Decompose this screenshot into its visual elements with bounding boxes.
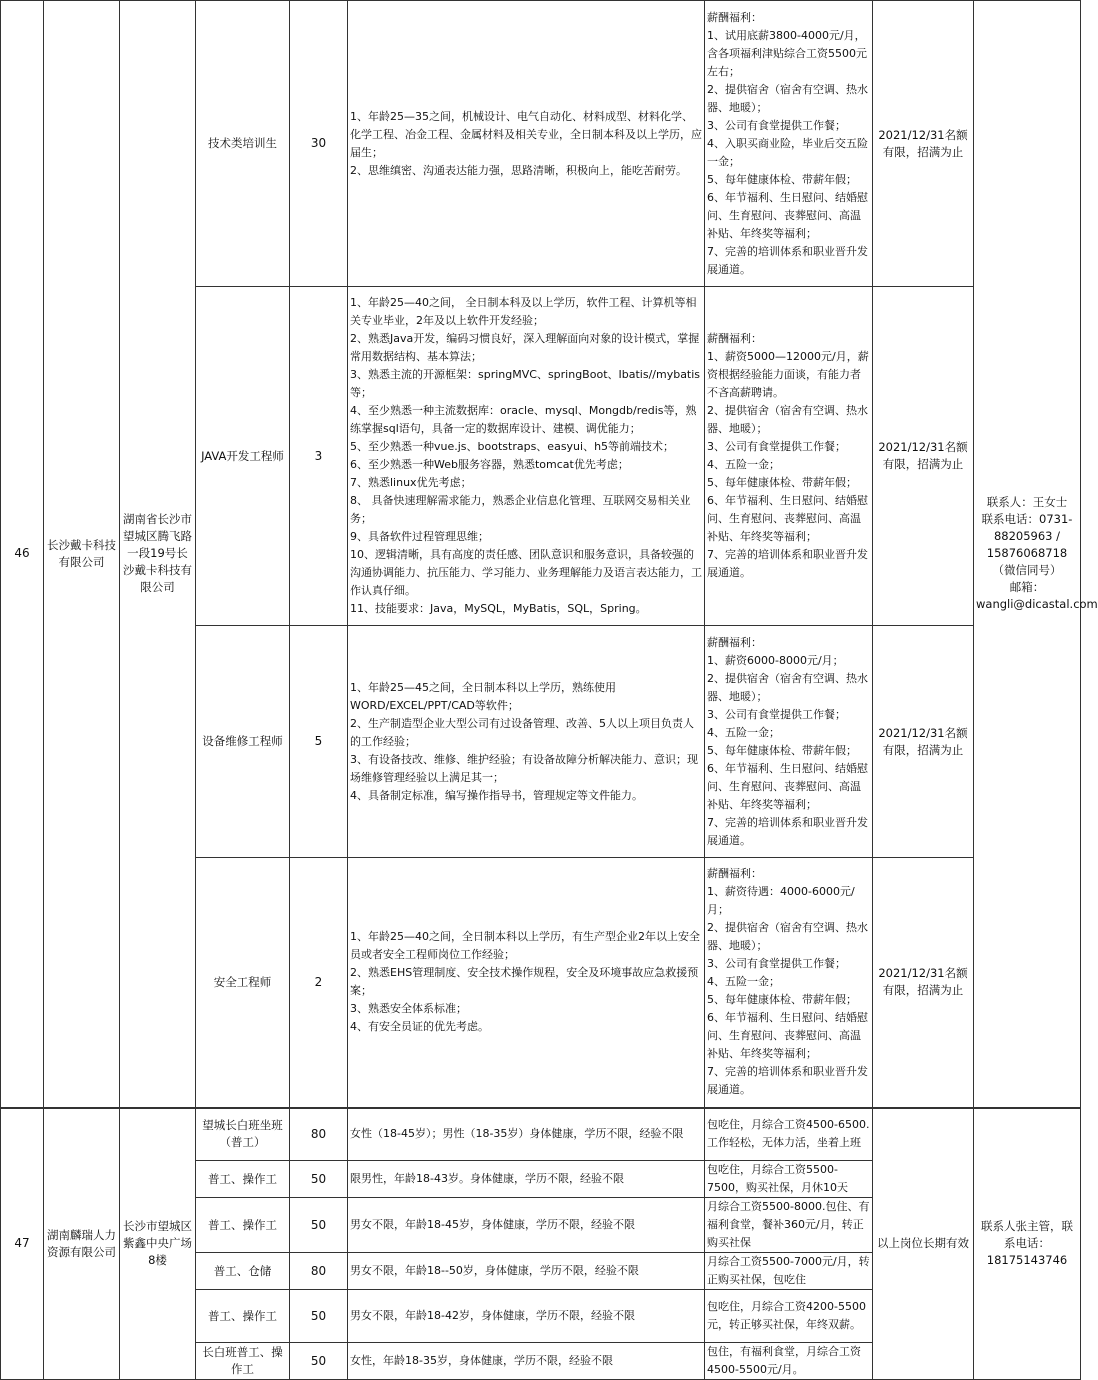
benefit-line: 2、提供宿舍（宿舍有空调、热水器、地暖）； [707,921,868,953]
benefit-line: 4、五险一金； [707,725,780,739]
requirement-line: 9、具备软件过程管理思维； [350,530,489,543]
job-deadline: 2021/12/31名额有限，招满为止 [873,858,974,1108]
benefit-line: 5、每年健康体检、带薪年假； [707,172,857,186]
benefit-line: 4、入职买商业险，毕业后交五险一金； [707,136,868,168]
company-contact: 联系人张主管，联系电话：18175143746 [974,1108,1081,1380]
job-deadline: 2021/12/31名额有限，招满为止 [873,626,974,858]
benefit-line: 薪酬福利： [707,10,762,24]
job-benefits [705,1,873,287]
job-requirements: 限男性，年龄18-43岁。身体健康，学历不限，经验不限 [348,1161,705,1198]
job-requirements [348,1,705,287]
benefit-line: 7、完善的培训体系和职业晋升发展通道。 [707,244,868,276]
job-deadline: 2021/12/31名额有限，招满为止 [873,1,974,287]
benefit-line: 4、五险一金； [707,975,780,989]
job-benefits: 包吃住，月综合工资4500-6500.工作轻松，无体力活，坐着上班 [705,1108,873,1161]
company-name: 湖南麟瑞人力资源有限公司 [44,1108,120,1380]
company-name: 长沙戴卡科技有限公司 [44,1,120,1108]
job-requirements: 女性，年龄18-35岁，身体健康，学历不限，经验不限 [348,1343,705,1380]
job-count: 50 [290,1343,348,1380]
requirement-line: 6、至少熟悉一种Web服务容器，熟悉tomcat优先考虑； [350,458,629,471]
job-title: 普工、操作工 [196,1198,290,1253]
benefit-line: 2、提供宿舍（宿舍有空调、热水器、地暖）； [707,404,868,435]
requirement-line: 4、有安全员证的优先考虑。 [350,1020,489,1034]
benefit-line: 2、提供宿舍（宿舍有空调、热水器、地暖）； [707,671,868,703]
job-requirements: 男女不限，年龄18--50岁，身体健康，学历不限，经验不限 [348,1253,705,1290]
job-requirements [348,626,705,858]
benefit-line: 7、完善的培训体系和职业晋升发展通道。 [707,548,868,579]
job-count: 2 [290,858,348,1108]
job-count: 5 [290,626,348,858]
job-count: 50 [290,1198,348,1253]
job-benefits [705,858,873,1108]
requirement-line: 1、年龄25—45之间，全日制本科以上学历，熟练使用WORD/EXCEL/PPT/CAD等软件； [350,680,616,712]
job-count: 3 [290,287,348,626]
benefit-line: 3、公司有食堂提供工作餐； [707,118,846,132]
requirement-line: 3、熟悉主流的开源框架：springMVC、springBoot、Ibatis//mybatis等； [350,368,701,399]
company-number: 46 [1,1,44,1108]
benefit-line: 4、五险一金； [707,458,780,471]
benefit-line: 6、年节福利、生日慰问、结婚慰问、生育慰问、丧葬慰问、高温补贴、年终奖等福利； [707,1011,868,1061]
job-title: JAVA开发工程师 [196,287,290,626]
benefit-line: 6、年节福利、生日慰问、结婚慰问、生育慰问、丧葬慰问、高温补贴、年终奖等福利； [707,494,868,543]
job-title: 普工、操作工 [196,1290,290,1343]
benefit-line: 5、每年健康体检、带薪年假； [707,743,857,757]
job-count: 80 [290,1253,348,1290]
job-title: 普工、操作工 [196,1161,290,1198]
job-benefits [705,626,873,858]
requirement-line: 3、熟悉安全体系标准； [350,1002,467,1016]
job-title: 技术类培训生 [196,1,290,287]
job-title: 长白班普工、操作工 [196,1343,290,1380]
requirement-line: 10、逻辑清晰，具有高度的责任感、团队意识和服务意识，具备较强的沟通协调能力、抗压能力、学习能力、业务理解能力及语言表达能力，工作认真仔细。 [350,548,702,597]
job-benefits: 月综合工资5500-8000.包住、有福利食堂，餐补360元/月，转正购买社保 [705,1198,873,1253]
company-address: 长沙市望城区紫鑫中央广场8楼 [120,1108,196,1380]
job-count: 50 [290,1290,348,1343]
job-requirements [348,287,705,626]
benefit-line: 薪酬福利： [707,635,762,649]
requirement-line: 4、具备制定标准，编写操作指导书，管理规定等文件能力。 [350,788,643,802]
job-count: 50 [290,1161,348,1198]
benefit-line: 6、年节福利、生日慰问、结婚慰问、生育慰问、丧葬慰问、高温补贴、年终奖等福利； [707,190,868,240]
requirement-line: 1、年龄25—40之间， 全日制本科及以上学历，软件工程、计算机等相关专业毕业，2年及以上软件开发经验； [350,296,697,327]
benefit-line: 7、完善的培训体系和职业晋升发展通道。 [707,815,868,847]
requirement-line: 1、年龄25—35之间，机械设计、电气自动化、材料成型、材料化学、化学工程、冶金工程、金属材料及相关专业，全日制本科及以上学历，应届生； [350,109,702,159]
job-title: 安全工程师 [196,858,290,1108]
benefit-line: 5、每年健康体检、带薪年假； [707,476,857,489]
requirement-line: 4、至少熟悉一种主流数据库：oracle、mysql、Mongdb/redis等，熟练掌握sql语句，具备一定的数据库设计、建模、调优能力； [350,404,697,435]
benefit-line: 薪酬福利： [707,332,762,345]
job-benefits: 包住，有福利食堂，月综合工资4500-5500元/月。 [705,1343,873,1380]
benefit-line: 7、完善的培训体系和职业晋升发展通道。 [707,1065,868,1097]
contact-person: 联系人：王女士 [986,495,1068,510]
benefit-line: 3、公司有食堂提供工作餐； [707,440,846,453]
company-contact [974,1,1098,1108]
table-row [1,1108,1081,1161]
job-benefits: 包吃住，月综合工资4200-5500元，转正够买社保，年终双薪。 [705,1290,873,1343]
benefit-line: 2、提供宿舍（宿舍有空调、热水器、地暖）； [707,82,868,114]
job-requirements: 男女不限，年龄18-45岁，身体健康，学历不限，经验不限 [348,1198,705,1253]
requirement-line: 7、熟悉linux优先考虑； [350,476,472,489]
job-requirements: 男女不限，年龄18-42岁，身体健康，学历不限，经验不限 [348,1290,705,1343]
benefit-line: 1、薪资6000-8000元/月； [707,653,844,667]
benefit-line: 1、薪资待遇：4000-6000元/月； [707,885,855,917]
job-count: 80 [290,1108,348,1161]
contact-email: 邮箱：wangli@dicastal.com [976,580,1098,612]
benefit-line: 6、年节福利、生日慰问、结婚慰问、生育慰问、丧葬慰问、高温补贴、年终奖等福利； [707,761,868,811]
contact-phone: 联系电话：0731-88205963 / 15876068718（微信同号） [981,512,1073,578]
job-deadline: 以上岗位长期有效 [873,1108,974,1380]
requirement-line: 2、熟悉Java开发，编码习惯良好，深入理解面向对象的设计模式，掌握常用数据结构、基本算法； [350,332,700,363]
benefit-line: 1、试用底薪3800-4000元/月，含各项福利津贴综合工资5500元左右； [707,28,867,78]
job-deadline: 2021/12/31名额有限，招满为止 [873,287,974,626]
table-row [1,1,1081,287]
requirement-line: 2、熟悉EHS管理制度、安全技术操作规程，安全及环境事故应急救援预案； [350,966,699,998]
job-requirements [348,858,705,1108]
company-address: 湖南省长沙市望城区腾飞路一段19号长沙戴卡科技有限公司 [120,1,196,1108]
requirement-line: 2、思维缜密、沟通表达能力强，思路清晰，积极向上，能吃苦耐劳。 [350,163,687,177]
benefit-line: 5、每年健康体检、带薪年假； [707,993,857,1007]
job-title: 普工、仓储 [196,1253,290,1290]
job-benefits: 月综合工资5500-7000元/月，转正购买社保，包吃住 [705,1253,873,1290]
requirement-line: 2、生产制造型企业大型公司有过设备管理、改善、5人以上项目负责人的工作经验； [350,716,694,748]
requirement-line: 8、 具备快速理解需求能力，熟悉企业信息化管理、互联网交易相关业务； [350,494,691,525]
job-title: 设备维修工程师 [196,626,290,858]
company-number: 47 [1,1108,44,1380]
requirement-line: 3、有设备技改、维修、维护经验；有设备故障分析解决能力、意识；现场维修管理经验以上满足其一； [350,752,698,784]
job-benefits [705,287,873,626]
benefit-line: 1、薪资5000—12000元/月，薪资根据经验能力面谈，有能力者不吝高薪聘请。 [707,350,869,399]
benefit-line: 薪酬福利： [707,867,762,881]
job-count: 30 [290,1,348,287]
job-title: 望城长白班坐班（普工） [196,1108,290,1161]
requirement-line: 1、年龄25—40之间，全日制本科以上学历，有生产型企业2年以上安全员或者安全工程师岗位工作经验； [350,930,700,962]
benefit-line: 3、公司有食堂提供工作餐； [707,707,846,721]
requirement-line: 5、至少熟悉一种vue.js、bootstraps、easyui、h5等前端技术； [350,440,675,453]
benefit-line: 3、公司有食堂提供工作餐； [707,957,846,971]
requirement-line: 11、技能要求：Java，MySQL，MyBatis，SQL，Spring。 [350,602,647,615]
job-requirements: 女性（18-45岁）；男性（18-35岁）身体健康，学历不限，经验不限 [348,1108,705,1161]
job-benefits: 包吃住，月综合工资5500-7500，购买社保，月休10天 [705,1161,873,1198]
